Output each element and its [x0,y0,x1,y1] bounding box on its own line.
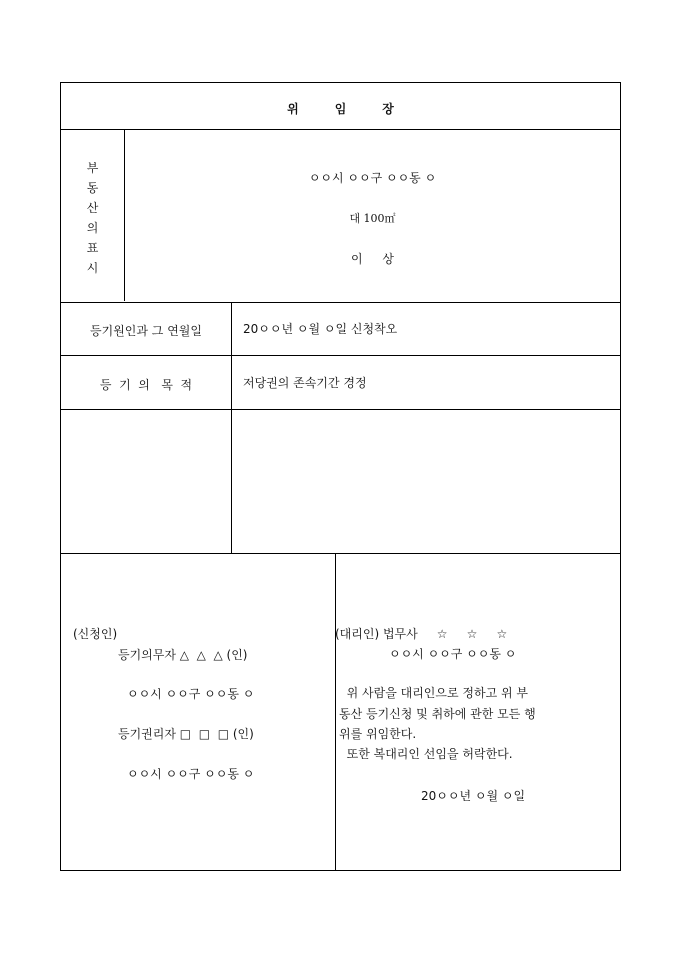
title-char: 위 [287,102,299,116]
title-char: 임 [334,102,347,116]
delegation-line: 또한 복대리인 선임을 허락한다. [339,747,513,761]
purpose-value: 저당권의 존속기간 경정 [243,376,367,390]
row-divider [61,553,620,554]
holder-address: ㅇㅇ시 ㅇㅇ구 ㅇㅇ동 ㅇ [127,767,255,781]
cause-value: 20ㅇㅇ년 ㅇ월 ㅇ일 신청착오 [243,322,398,336]
label-char: 부 [86,161,99,175]
row-divider [61,355,620,356]
label-char: 시 [86,261,99,275]
column-divider [231,303,232,553]
property-address: ㅇㅇ시 ㅇㅇ구 ㅇㅇ동 ㅇ [308,171,437,185]
label-char: 표 [86,241,99,255]
label-char: 산 [86,201,99,215]
property-land: 대 100㎡ [349,212,396,225]
delegation-line: 동산 등기신청 및 취하에 관한 모든 행 [339,707,536,721]
column-divider [335,554,336,870]
applicant-heading: (신청인) [73,627,118,641]
holder-line: 등기권리자 □ □ □ (인) [118,727,254,741]
obligor-line: 등기의무자 △ △ △ (인) [118,648,248,662]
label-char: 의 [86,221,99,235]
purpose-label: 등 기 의 목 적 [99,378,193,392]
property-label-cell [61,130,124,301]
cause-label: 등기원인과 그 연월일 [90,324,202,338]
row-divider [61,302,620,303]
agent-address: ㅇㅇ시 ㅇㅇ구 ㅇㅇ동 ㅇ [389,647,517,661]
row-divider [61,409,620,410]
agent-date: 20ㅇㅇ년 ㅇ월 ㅇ일 [421,789,526,803]
title-char: 장 [382,102,394,116]
property-label [61,158,124,278]
agent-heading: (대리인) 법무사 ☆ ☆ ☆ [335,627,508,641]
obligor-address: ㅇㅇ시 ㅇㅇ구 ㅇㅇ동 ㅇ [127,687,255,701]
delegation-line: 위를 위임한다. [339,727,417,741]
label-char: 동 [86,181,99,195]
delegation-line: 위 사람을 대리인으로 정하고 위 부 [339,686,528,700]
row-divider [61,129,620,130]
property-end: 이 상 [351,252,394,266]
document-title [61,100,620,117]
power-of-attorney-form [60,82,621,871]
